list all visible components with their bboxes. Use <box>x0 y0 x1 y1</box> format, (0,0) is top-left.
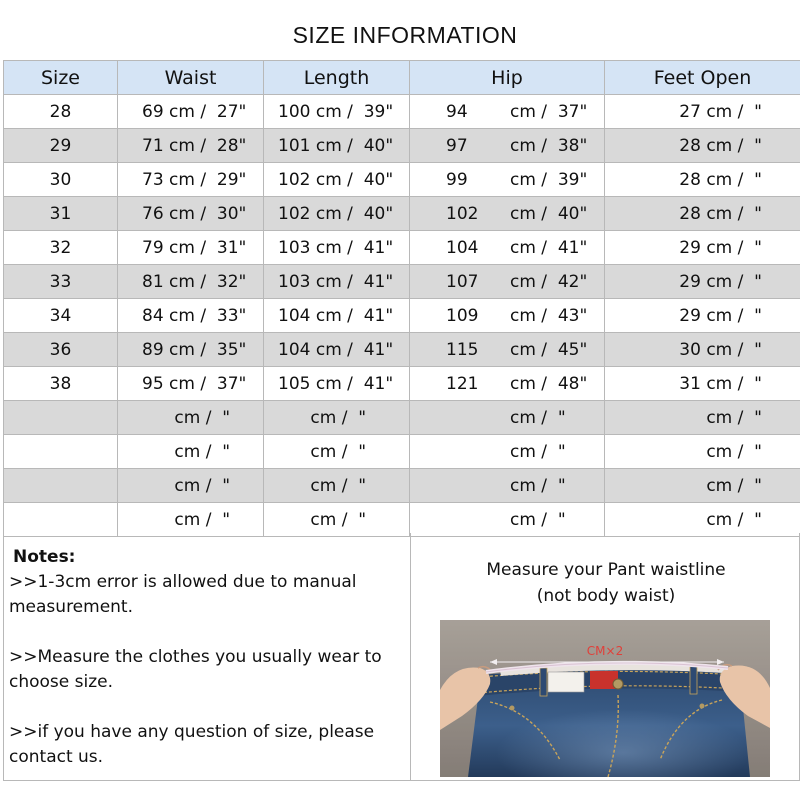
photo-label: CM×2 <box>586 644 624 658</box>
cell-size: 29 <box>4 129 118 163</box>
cell-hip-cm: 121 <box>446 373 479 394</box>
table-row <box>4 129 800 163</box>
cell-length: 100 cm / 39" <box>264 95 410 129</box>
cell-hip-unit: cm / 42" <box>510 271 588 292</box>
cell-hip-cm: 104 <box>446 237 479 258</box>
table-row <box>4 299 800 333</box>
cell-hip-unit: cm / 38" <box>510 135 588 156</box>
cell-length: cm / " <box>264 401 410 435</box>
cell-hip-unit: cm / 37" <box>510 101 588 122</box>
cell-size: 36 <box>4 333 118 367</box>
cell-length: 103 cm / 41" <box>264 265 410 299</box>
cell-size: 33 <box>4 265 118 299</box>
table-row <box>4 503 800 537</box>
cell-size: 30 <box>4 163 118 197</box>
cell-waist: 84 cm / 33" <box>118 299 264 333</box>
column-header-size: Size <box>4 61 118 95</box>
cell-feet-open: cm / " <box>605 401 800 435</box>
size-table <box>3 60 800 537</box>
cell-hip-cm: 115 <box>446 339 479 360</box>
note-item: >>if you have any question of size, please contact us. <box>9 722 375 767</box>
cell-hip-unit: cm / " <box>510 407 566 428</box>
measure-caption <box>411 557 800 609</box>
cell-hip <box>410 435 605 469</box>
note-item: >>1-3cm error is allowed due to manual measurement. <box>9 572 357 617</box>
cell-hip-cm <box>410 510 510 530</box>
cell-feet-open: 29 cm / " <box>605 231 800 265</box>
cell-hip <box>410 333 605 367</box>
cell-feet-open: 29 cm / " <box>605 265 800 299</box>
cell-hip-cm: 107 <box>446 271 479 292</box>
table-row <box>4 163 800 197</box>
cell-waist: 81 cm / 32" <box>118 265 264 299</box>
cell-waist: 73 cm / 29" <box>118 163 264 197</box>
cell-feet-open: 27 cm / " <box>605 95 800 129</box>
cell-hip <box>410 401 605 435</box>
cell-feet-open: 28 cm / " <box>605 163 800 197</box>
table-row <box>4 231 800 265</box>
cell-hip <box>410 95 605 129</box>
column-header-waist: Waist <box>118 61 264 95</box>
cell-waist: 79 cm / 31" <box>118 231 264 265</box>
measure-section <box>411 533 800 781</box>
cell-length: 104 cm / 41" <box>264 299 410 333</box>
cell-hip-unit: cm / 45" <box>510 339 588 360</box>
cell-hip <box>410 299 605 333</box>
cell-feet-open: 28 cm / " <box>605 197 800 231</box>
cell-length: 102 cm / 40" <box>264 163 410 197</box>
waistline-photo <box>440 620 770 777</box>
cell-length: 105 cm / 41" <box>264 367 410 401</box>
cell-waist: 76 cm / 30" <box>118 197 264 231</box>
column-header-feet-open: Feet Open <box>605 61 800 95</box>
cell-hip-cm <box>410 408 510 428</box>
cell-waist: cm / " <box>118 503 264 537</box>
column-header-hip: Hip <box>410 61 605 95</box>
cell-hip-unit: cm / 48" <box>510 373 588 394</box>
cell-hip-unit: cm / " <box>510 475 566 496</box>
cell-size: 31 <box>4 197 118 231</box>
cell-length: cm / " <box>264 435 410 469</box>
cell-feet-open: 28 cm / " <box>605 129 800 163</box>
column-header-length: Length <box>264 61 410 95</box>
cell-hip <box>410 231 605 265</box>
cell-length: 102 cm / 40" <box>264 197 410 231</box>
table-row <box>4 265 800 299</box>
notes-panel <box>3 533 800 781</box>
notes-heading: Notes: <box>13 547 76 567</box>
cell-hip-cm: 102 <box>446 203 479 224</box>
cell-waist: cm / " <box>118 435 264 469</box>
cell-hip-cm: 94 <box>446 101 468 122</box>
cell-size <box>4 469 118 503</box>
cell-hip-unit: cm / 43" <box>510 305 588 326</box>
cell-size <box>4 401 118 435</box>
cell-hip-unit: cm / " <box>510 441 566 462</box>
cell-size <box>4 435 118 469</box>
cell-hip-unit: cm / 40" <box>510 203 588 224</box>
cell-size <box>4 503 118 537</box>
cell-feet-open: 31 cm / " <box>605 367 800 401</box>
cell-length: cm / " <box>264 469 410 503</box>
table-row <box>4 367 800 401</box>
cell-waist: 89 cm / 35" <box>118 333 264 367</box>
cell-hip <box>410 197 605 231</box>
cell-hip <box>410 367 605 401</box>
cell-hip <box>410 265 605 299</box>
measure-caption-line2: (not body waist) <box>536 586 676 606</box>
cell-waist: cm / " <box>118 469 264 503</box>
cell-size: 38 <box>4 367 118 401</box>
jeans-waist-illustration <box>440 620 770 777</box>
table-row <box>4 469 800 503</box>
table-row <box>4 401 800 435</box>
cell-size: 32 <box>4 231 118 265</box>
table-row <box>4 435 800 469</box>
cell-size: 28 <box>4 95 118 129</box>
table-row <box>4 95 800 129</box>
cell-waist: 95 cm / 37" <box>118 367 264 401</box>
cell-length: cm / " <box>264 503 410 537</box>
cell-hip <box>410 469 605 503</box>
cell-feet-open: 30 cm / " <box>605 333 800 367</box>
cell-hip-cm: 99 <box>446 169 468 190</box>
cell-hip <box>410 503 605 537</box>
cell-length: 101 cm / 40" <box>264 129 410 163</box>
cell-hip-cm <box>410 476 510 496</box>
cell-feet-open: 29 cm / " <box>605 299 800 333</box>
cell-hip-cm: 97 <box>446 135 468 156</box>
table-header-row <box>4 61 800 95</box>
cell-feet-open: cm / " <box>605 469 800 503</box>
page-title: SIZE INFORMATION <box>292 22 518 48</box>
cell-waist: 69 cm / 27" <box>118 95 264 129</box>
cell-length: 103 cm / 41" <box>264 231 410 265</box>
note-item: >>Measure the clothes you usually wear to choose size. <box>9 647 382 692</box>
cell-length: 104 cm / 41" <box>264 333 410 367</box>
table-row <box>4 197 800 231</box>
cell-hip-unit: cm / 39" <box>510 169 588 190</box>
cell-hip-unit: cm / " <box>510 509 566 530</box>
measure-caption-line1: Measure your Pant waistline <box>486 560 726 580</box>
table-row <box>4 333 800 367</box>
cell-hip <box>410 163 605 197</box>
cell-waist: 71 cm / 28" <box>118 129 264 163</box>
cell-hip-cm <box>410 442 510 462</box>
cell-waist: cm / " <box>118 401 264 435</box>
cell-feet-open: cm / " <box>605 503 800 537</box>
cell-hip-unit: cm / 41" <box>510 237 588 258</box>
cell-feet-open: cm / " <box>605 435 800 469</box>
cell-hip <box>410 129 605 163</box>
cell-hip-cm: 109 <box>446 305 479 326</box>
cell-size: 34 <box>4 299 118 333</box>
notes-section <box>9 545 404 770</box>
